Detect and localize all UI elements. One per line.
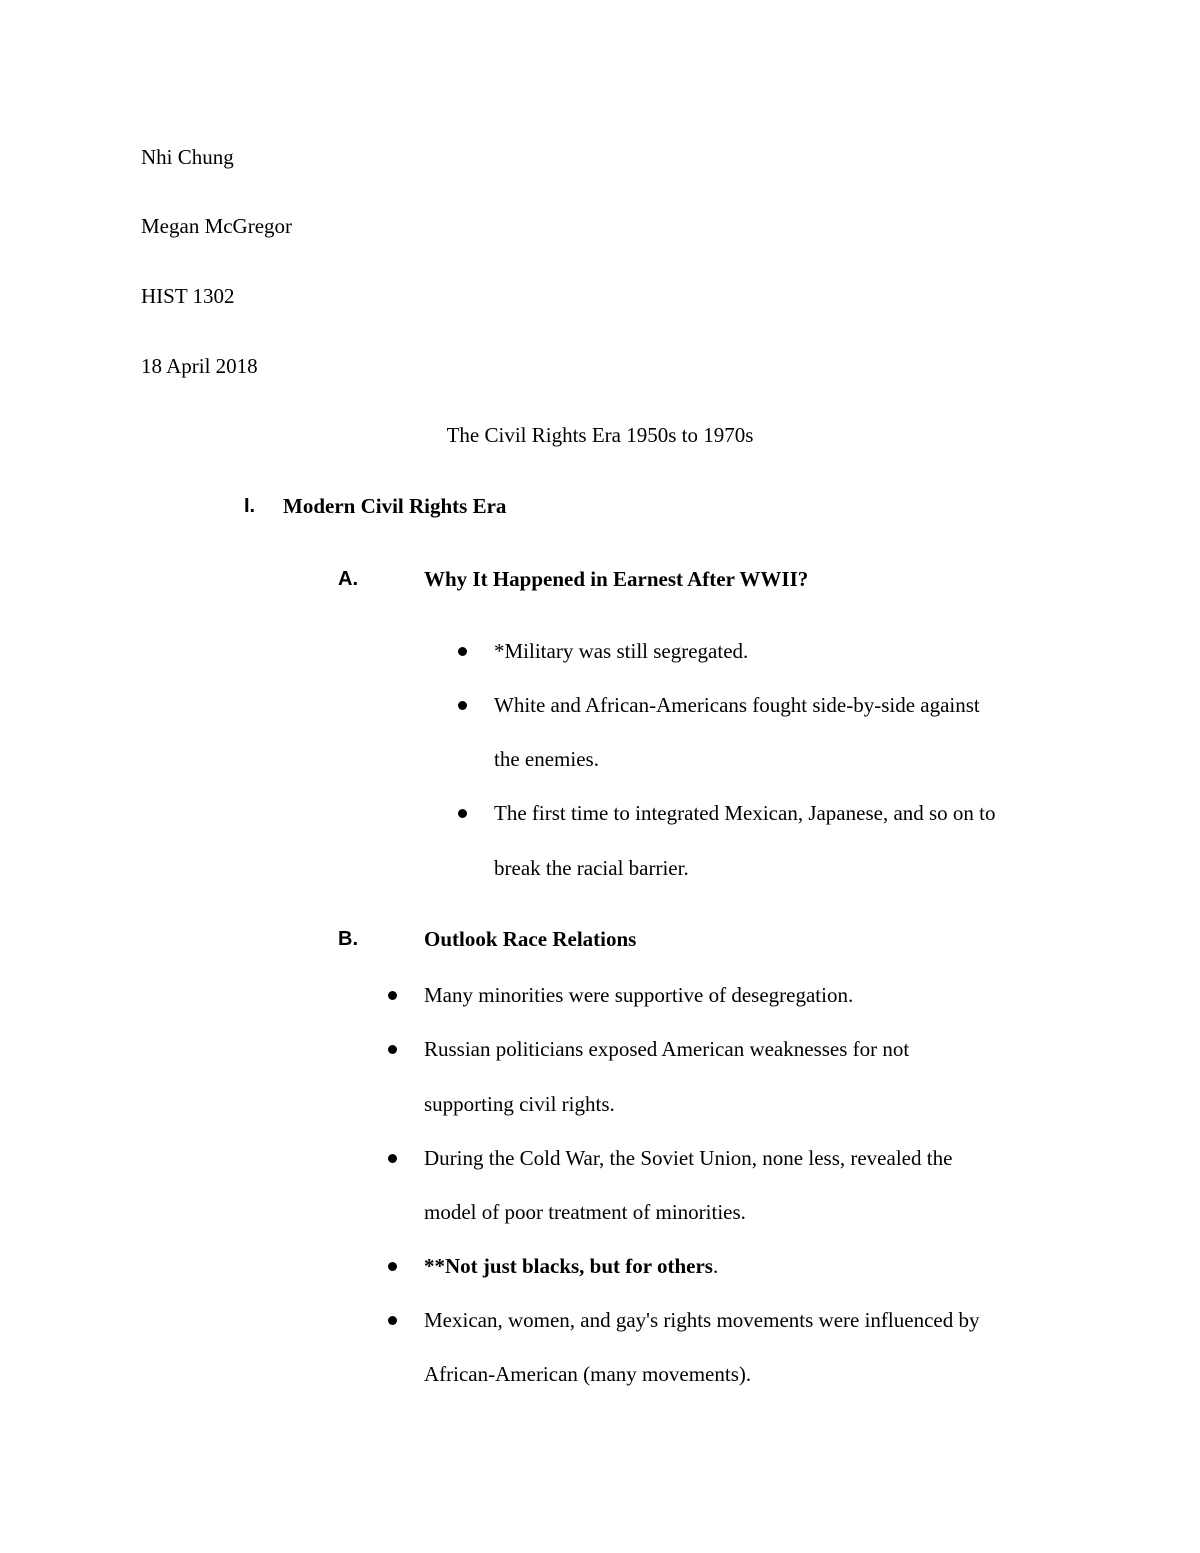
list-item: Russian politicians exposed American weaknesses for not [424, 1037, 910, 1061]
list-item: Many minorities were supportive of desegregation. [424, 983, 854, 1007]
subsection-b-marker: B. [338, 928, 358, 950]
instructor-name: Megan McGregor [141, 214, 293, 238]
list-item-continuation: model of poor treatment of minorities. [424, 1200, 746, 1224]
subsection-a-marker: A. [338, 568, 358, 590]
list-item: During the Cold War, the Soviet Union, none less, revealed the [424, 1146, 953, 1170]
bullet-icon [388, 991, 397, 1000]
section-1-marker: I. [244, 495, 256, 517]
list-item-continuation: supporting civil rights. [424, 1092, 615, 1116]
trailing-period: . [712, 1254, 719, 1278]
document-title: The Civil Rights Era 1950s to 1970s [446, 423, 754, 447]
course-code: HIST 1302 [141, 284, 235, 308]
bullet-icon [458, 701, 467, 710]
bullet-icon [458, 647, 467, 656]
bullet-icon [388, 1154, 397, 1163]
bullet-icon [388, 1262, 397, 1271]
bullet-icon [458, 809, 467, 818]
list-item-continuation: break the racial barrier. [494, 856, 689, 880]
list-item: White and African-Americans fought side-by-side against [494, 693, 980, 717]
emphasis-text: **Not just blacks, but for others [424, 1254, 713, 1278]
section-1-heading: Modern Civil Rights Era [283, 494, 507, 518]
bullet-icon [388, 1045, 397, 1054]
list-item: Mexican, women, and gay's rights movements were influenced by [424, 1308, 980, 1332]
subsection-a-heading: Why It Happened in Earnest After WWII? [424, 567, 809, 591]
list-item [424, 1254, 718, 1278]
document-date: 18 April 2018 [141, 354, 258, 378]
list-item-continuation: the enemies. [494, 747, 599, 771]
subsection-b-heading: Outlook Race Relations [424, 927, 637, 951]
bullet-icon [388, 1316, 397, 1325]
list-item-continuation: African-American (many movements). [424, 1362, 752, 1386]
list-item: The first time to integrated Mexican, Japanese, and so on to [494, 801, 996, 825]
list-item: *Military was still segregated. [494, 639, 749, 663]
student-name: Nhi Chung [141, 145, 234, 169]
